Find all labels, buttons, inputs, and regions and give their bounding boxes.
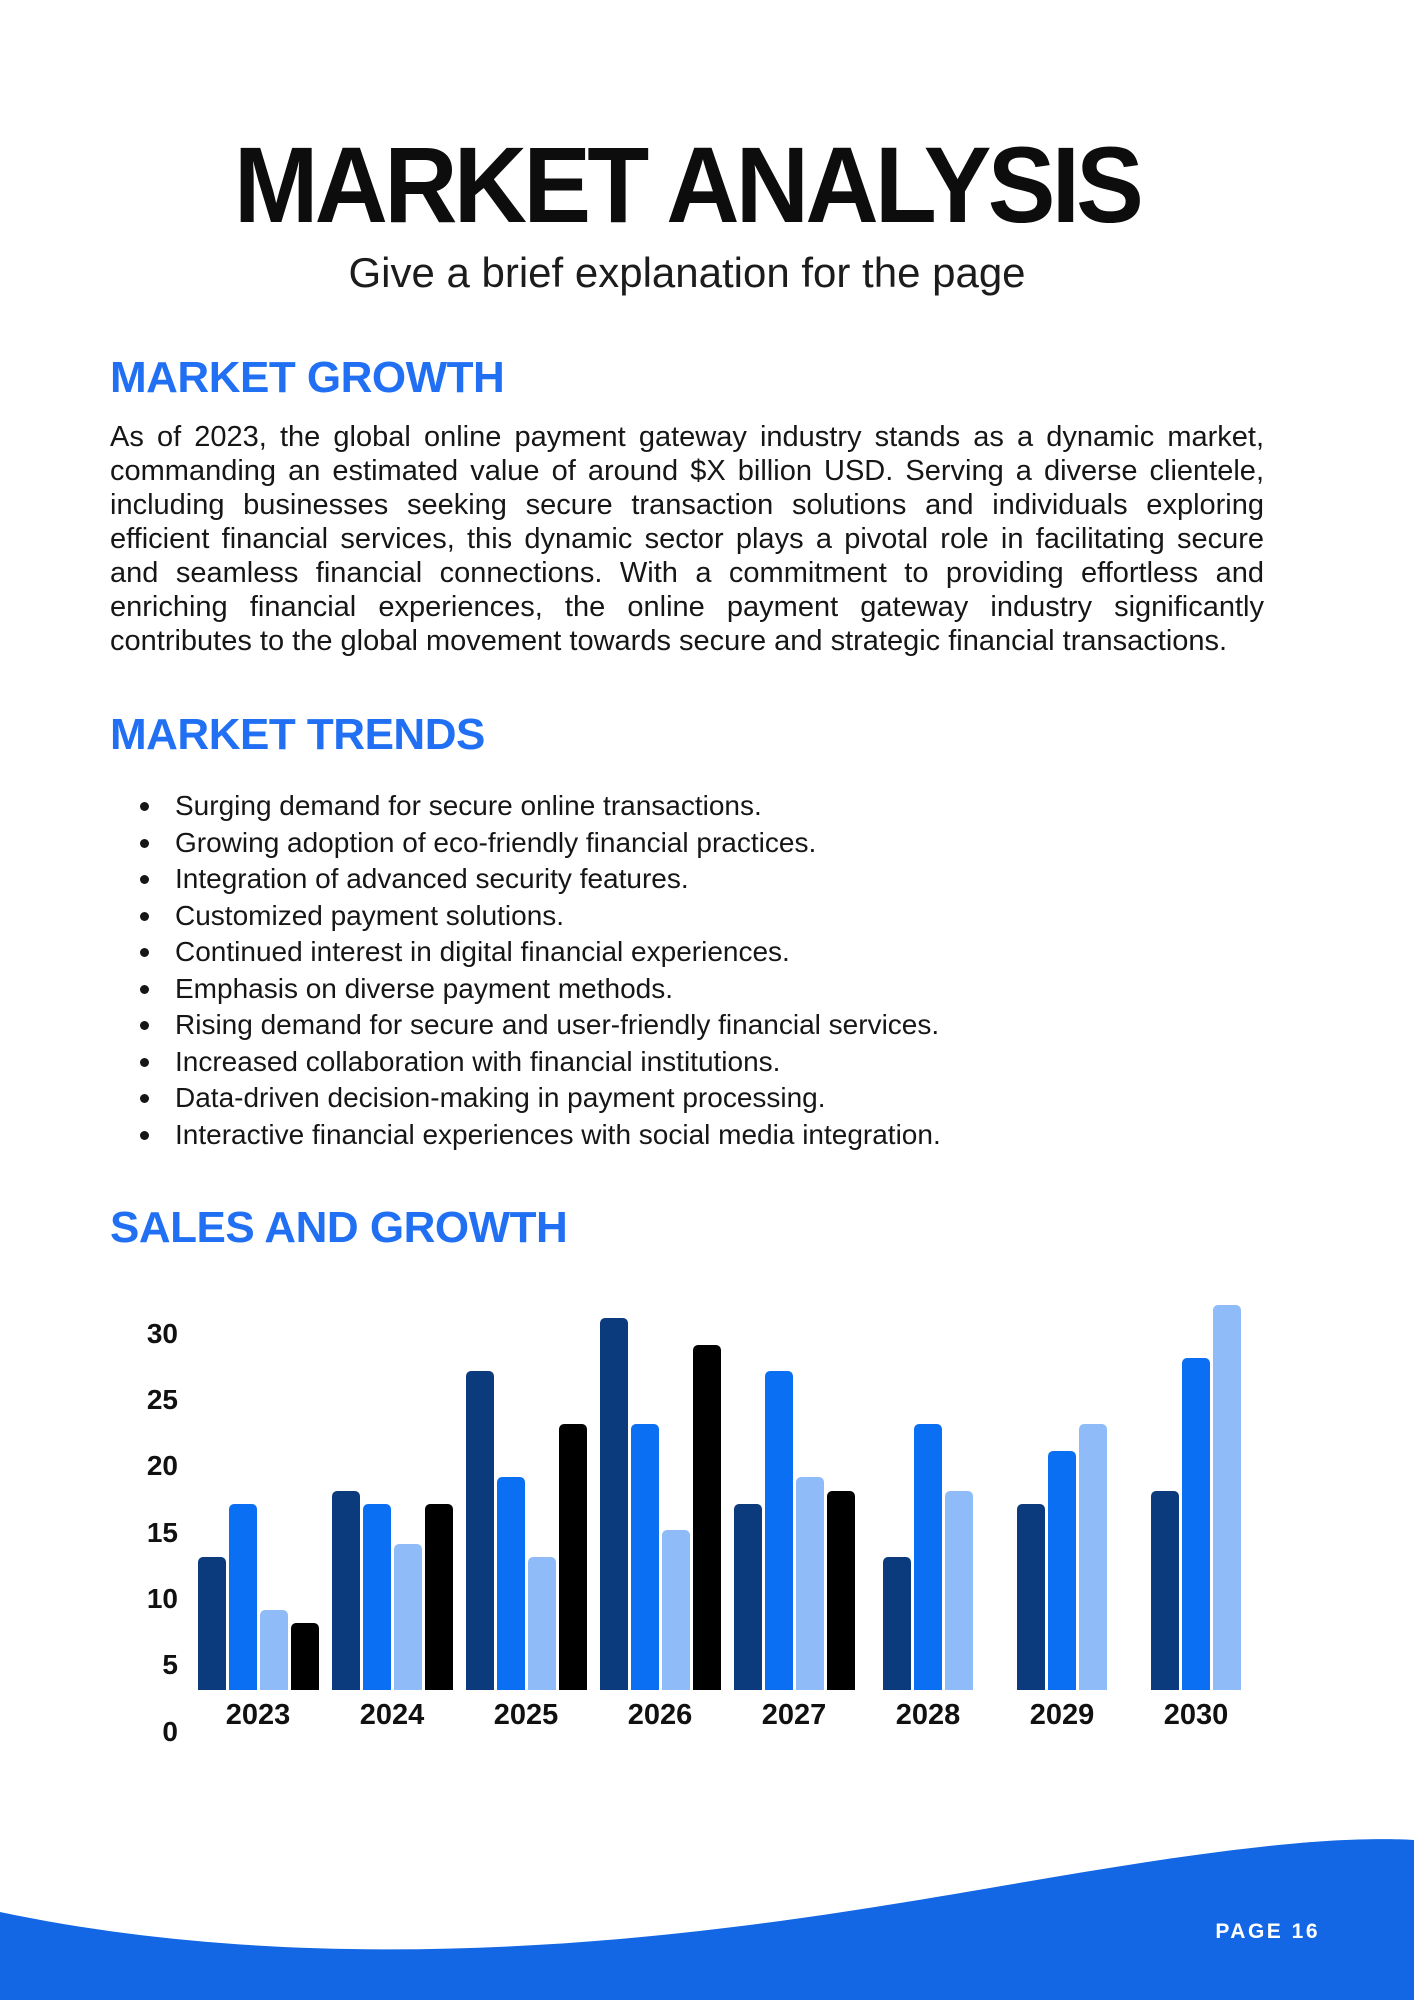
- chart-bar: [1017, 1504, 1045, 1690]
- list-item: Integration of advanced security features.: [110, 861, 1264, 898]
- chart-bar: [332, 1491, 360, 1690]
- chart-x-label: 2026: [627, 1698, 693, 1731]
- page-subtitle: Give a brief explanation for the page: [348, 249, 1026, 297]
- chart-bar: [600, 1318, 628, 1689]
- chart-bar: [497, 1477, 525, 1689]
- chart-bar: [363, 1504, 391, 1690]
- footer-wave-shape: [0, 1839, 1414, 2000]
- chart-x-label: 2025: [493, 1698, 559, 1731]
- chart-plot-wrap: [191, 1292, 1263, 1732]
- chart-bar: [1182, 1358, 1210, 1690]
- y-tick-label: 0: [162, 1715, 178, 1747]
- market-trends-list: [110, 788, 1264, 1153]
- y-tick-label: 5: [162, 1649, 178, 1681]
- chart-bar: [1151, 1491, 1179, 1690]
- list-item: Growing adoption of eco-friendly financial practices.: [110, 825, 1264, 862]
- chart-bar: [425, 1504, 453, 1690]
- chart-bar: [1079, 1424, 1107, 1689]
- y-tick-label: 20: [146, 1450, 178, 1482]
- page-title: MARKET ANALYSIS: [233, 124, 1141, 245]
- chart-bar: [827, 1491, 855, 1690]
- sales-growth-chart: [110, 1292, 1264, 1747]
- chart-bar: [229, 1504, 257, 1690]
- list-item: Continued interest in digital financial experiences.: [110, 934, 1264, 971]
- page-number: PAGE 16: [1215, 1920, 1320, 1943]
- chart-x-label: 2029: [1029, 1698, 1095, 1731]
- y-tick-label: 30: [146, 1317, 178, 1349]
- chart-bar: [945, 1491, 973, 1690]
- chart-plot: [191, 1292, 1263, 1690]
- content-column: [0, 124, 1414, 1747]
- chart-bar: [291, 1623, 319, 1689]
- chart-x-label: 2030: [1163, 1698, 1229, 1731]
- bar-group-2027: [727, 1292, 861, 1690]
- chart-bar: [1213, 1305, 1241, 1690]
- bar-group-2023: [191, 1292, 325, 1690]
- chart-bar: [765, 1371, 793, 1689]
- chart-x-axis: [191, 1699, 1263, 1732]
- bar-group-2026: [593, 1292, 727, 1690]
- list-item: Surging demand for secure online transactions.: [110, 788, 1264, 825]
- title-block: [110, 124, 1264, 299]
- list-item: Data-driven decision-making in payment processing.: [110, 1080, 1264, 1117]
- chart-bar: [883, 1557, 911, 1690]
- chart-bar: [1048, 1451, 1076, 1690]
- chart-bar: [528, 1557, 556, 1690]
- list-item: Interactive financial experiences with social media integration.: [110, 1117, 1264, 1154]
- list-item: Increased collaboration with financial institutions.: [110, 1044, 1264, 1081]
- list-item: Customized payment solutions.: [110, 898, 1264, 935]
- chart-x-label: 2027: [761, 1698, 827, 1731]
- chart-x-label: 2024: [359, 1698, 425, 1731]
- y-tick-label: 15: [146, 1516, 178, 1548]
- chart-y-axis: [110, 1317, 178, 1747]
- chart-bar: [198, 1557, 226, 1690]
- chart-bar: [394, 1544, 422, 1690]
- chart-bar: [260, 1610, 288, 1690]
- sales-and-growth-heading: SALES AND GROWTH: [110, 1203, 568, 1253]
- list-item: Rising demand for secure and user-friendly financial services.: [110, 1007, 1264, 1044]
- chart-bar: [734, 1504, 762, 1690]
- market-trends-heading: MARKET TRENDS: [110, 710, 485, 760]
- y-tick-label: 25: [146, 1383, 178, 1415]
- footer-wave: [0, 1835, 1414, 2000]
- chart-x-label: 2023: [225, 1698, 291, 1731]
- bar-group-2025: [459, 1292, 593, 1690]
- bar-group-2024: [325, 1292, 459, 1690]
- chart-bar: [662, 1530, 690, 1689]
- market-growth-heading: MARKET GROWTH: [110, 352, 505, 402]
- chart-bar: [631, 1424, 659, 1689]
- chart-x-label: 2028: [895, 1698, 961, 1731]
- bar-group-2028: [861, 1292, 995, 1690]
- chart-bar: [466, 1371, 494, 1689]
- y-tick-label: 10: [146, 1582, 178, 1614]
- chart-bar: [796, 1477, 824, 1689]
- list-item: Emphasis on diverse payment methods.: [110, 971, 1264, 1008]
- market-growth-paragraph: As of 2023, the global online payment gateway industry stands as a dynamic market, commanding an estimated value of around $X billion USD. Serving a diverse clientele, including businesses seeking secure transaction solutions and individuals exploring efficient financial services, this dynamic sector plays a pivotal role in facilitating secure and seamless financial connections. With a commitment to providing effortless and enriching financial experiences, the online payment gateway industry significantly contributes to the global movement towards secure and strategic financial transactions.: [110, 421, 1264, 658]
- chart-bar: [914, 1424, 942, 1689]
- bar-group-2029: [995, 1292, 1129, 1690]
- chart-bar: [693, 1345, 721, 1690]
- chart-bar: [559, 1424, 587, 1689]
- bar-group-2030: [1129, 1292, 1263, 1690]
